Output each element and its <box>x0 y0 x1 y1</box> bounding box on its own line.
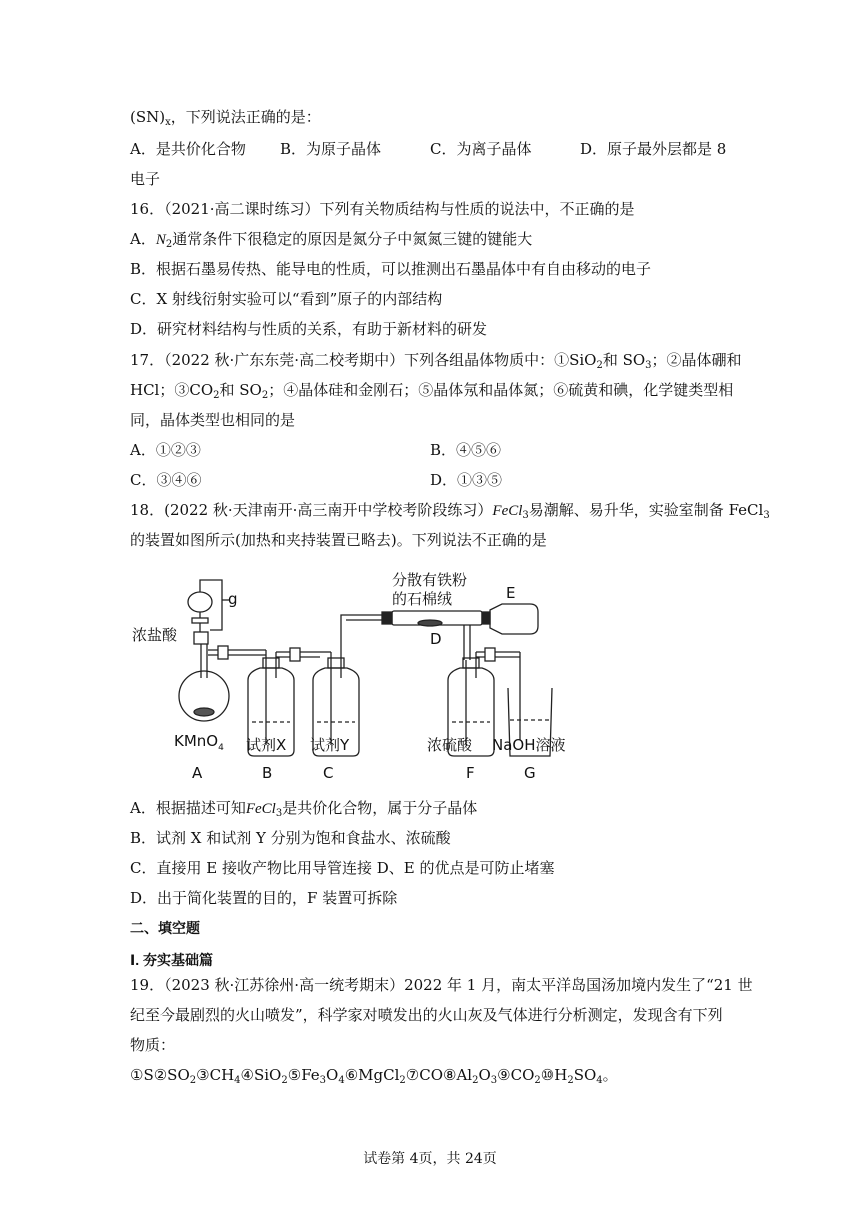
label-iron-1: 分散有铁粉 <box>392 571 468 589</box>
q15-option-d: D．原子最外层都是 8 <box>580 140 727 158</box>
q17-option-b: B．④⑤⑥ <box>430 441 502 459</box>
q17-options-row1 <box>130 440 730 460</box>
q15-option-d-wrap: 电子 <box>130 170 161 188</box>
section-subtitle: Ⅰ. 夯实基础篇 <box>130 952 213 968</box>
q18-stem-line2: 的装置如图所示(加热和夹持装置已略去)。下列说法不正确的是 <box>130 531 547 549</box>
letter-g: G <box>524 764 536 782</box>
label-kmno4: KMnO$_4$ <box>174 732 224 753</box>
label-d: D <box>430 630 442 648</box>
q16-option-d: D．研究材料结构与性质的关系，有助于新材料的研发 <box>130 320 488 338</box>
apparatus-figure <box>130 560 590 785</box>
q15-stem: $(SN)_x$，下列说法正确的是： <box>130 108 321 128</box>
q15-option-a: A．是共价化合物 <box>130 140 246 158</box>
q19-stem-line2: 纪至今最剧烈的火山喷发”，科学家对喷发出的火山灰及气体进行分析测定，发现含有下列 <box>130 1006 723 1024</box>
label-reagent-x: 试剂X <box>246 736 287 754</box>
page-footer: 试卷第 4页，共 24页 <box>363 1151 497 1167</box>
q17-options-row2 <box>130 470 730 490</box>
q18-stem-line1: 18．(2022 秋·天津南开·高三南开中学校考阶段练习）FeCl$_3$易潮解、易升华，实验室制备 FeCl$_3$ <box>130 501 770 521</box>
q17-stem-line3: 同，晶体类型也相同的是 <box>130 411 296 429</box>
q18-option-a: A．根据描述可知FeCl$_3$是共价化合物，属于分子晶体 <box>130 799 478 819</box>
letter-c: C <box>323 764 334 782</box>
label-naoh: NaOH溶液 <box>492 736 566 754</box>
label-e: E <box>506 584 516 602</box>
q16-stem: 16．（2021·高二课时练习）下列有关物质结构与性质的说法中，不正确的是 <box>130 200 635 218</box>
q18-option-b: B．试剂 X 和试剂 Y 分别为饱和食盐水、浓硫酸 <box>130 829 451 847</box>
q17-option-d: D．①③⑤ <box>430 471 503 489</box>
q18-option-d: D．出于简化装置的目的，F 装置可拆除 <box>130 889 398 907</box>
q19-stem-line3: 物质： <box>130 1036 176 1054</box>
q17-option-a: A．①②③ <box>130 441 201 459</box>
label-g: g <box>228 590 238 608</box>
apparatus-c <box>313 615 392 756</box>
q19-substance-list: $①S②SO_2③CH_4④SiO_2⑤Fe_3O_4⑥MgCl_2⑦CO⑧Al_2O_3⑨CO_2⑩H_2SO_4$。 <box>130 1066 618 1086</box>
q15-option-c: C．为离子晶体 <box>430 140 532 158</box>
label-h2so4: 浓硫酸 <box>427 736 473 754</box>
letter-b: B <box>262 764 273 782</box>
q15-option-b: B．为原子晶体 <box>280 140 382 158</box>
letter-a: A <box>192 764 203 782</box>
q16-option-c: C．X 射线衍射实验可以“看到”原子的内部结构 <box>130 290 443 308</box>
q16-option-a: A．$N_2$通常条件下很稳定的原因是氮分子中氮氮三键的键能大 <box>130 230 533 250</box>
letter-f: F <box>466 764 475 782</box>
label-hcl: 浓盐酸 <box>132 626 178 644</box>
q18-option-c: C．直接用 E 接收产物比用导管连接 D、E 的优点是可防止堵塞 <box>130 859 555 877</box>
label-reagent-y: 试剂Y <box>310 736 350 754</box>
q17-stem-line1: 17．（2022 秋·广东东莞·高二校考期中）下列各组晶体物质中：①SiO$_2$和 $SO_3$；②晶体硼和 <box>130 351 742 371</box>
q15-options <box>130 139 727 159</box>
q17-stem-line2: HCl；$③CO_2$和 $SO_2$；④晶体硅和金刚石；⑤晶体氖和晶体氮；⑥硫黄和碘，化学键类型相 <box>130 381 734 401</box>
q16-option-b: B．根据石墨易传热、能导电的性质，可以推测出石墨晶体中有自由移动的电子 <box>130 260 652 278</box>
q17-option-c: C．③④⑥ <box>130 471 202 489</box>
label-iron-2: 的石棉绒 <box>392 590 453 608</box>
q19-stem-line1: 19．（2023 秋·江苏徐州·高一统考期末）2022 年 1 月，南太平洋岛国汤加境内发生了“21 世 <box>130 976 753 994</box>
section-title: 二、填空题 <box>130 920 200 936</box>
